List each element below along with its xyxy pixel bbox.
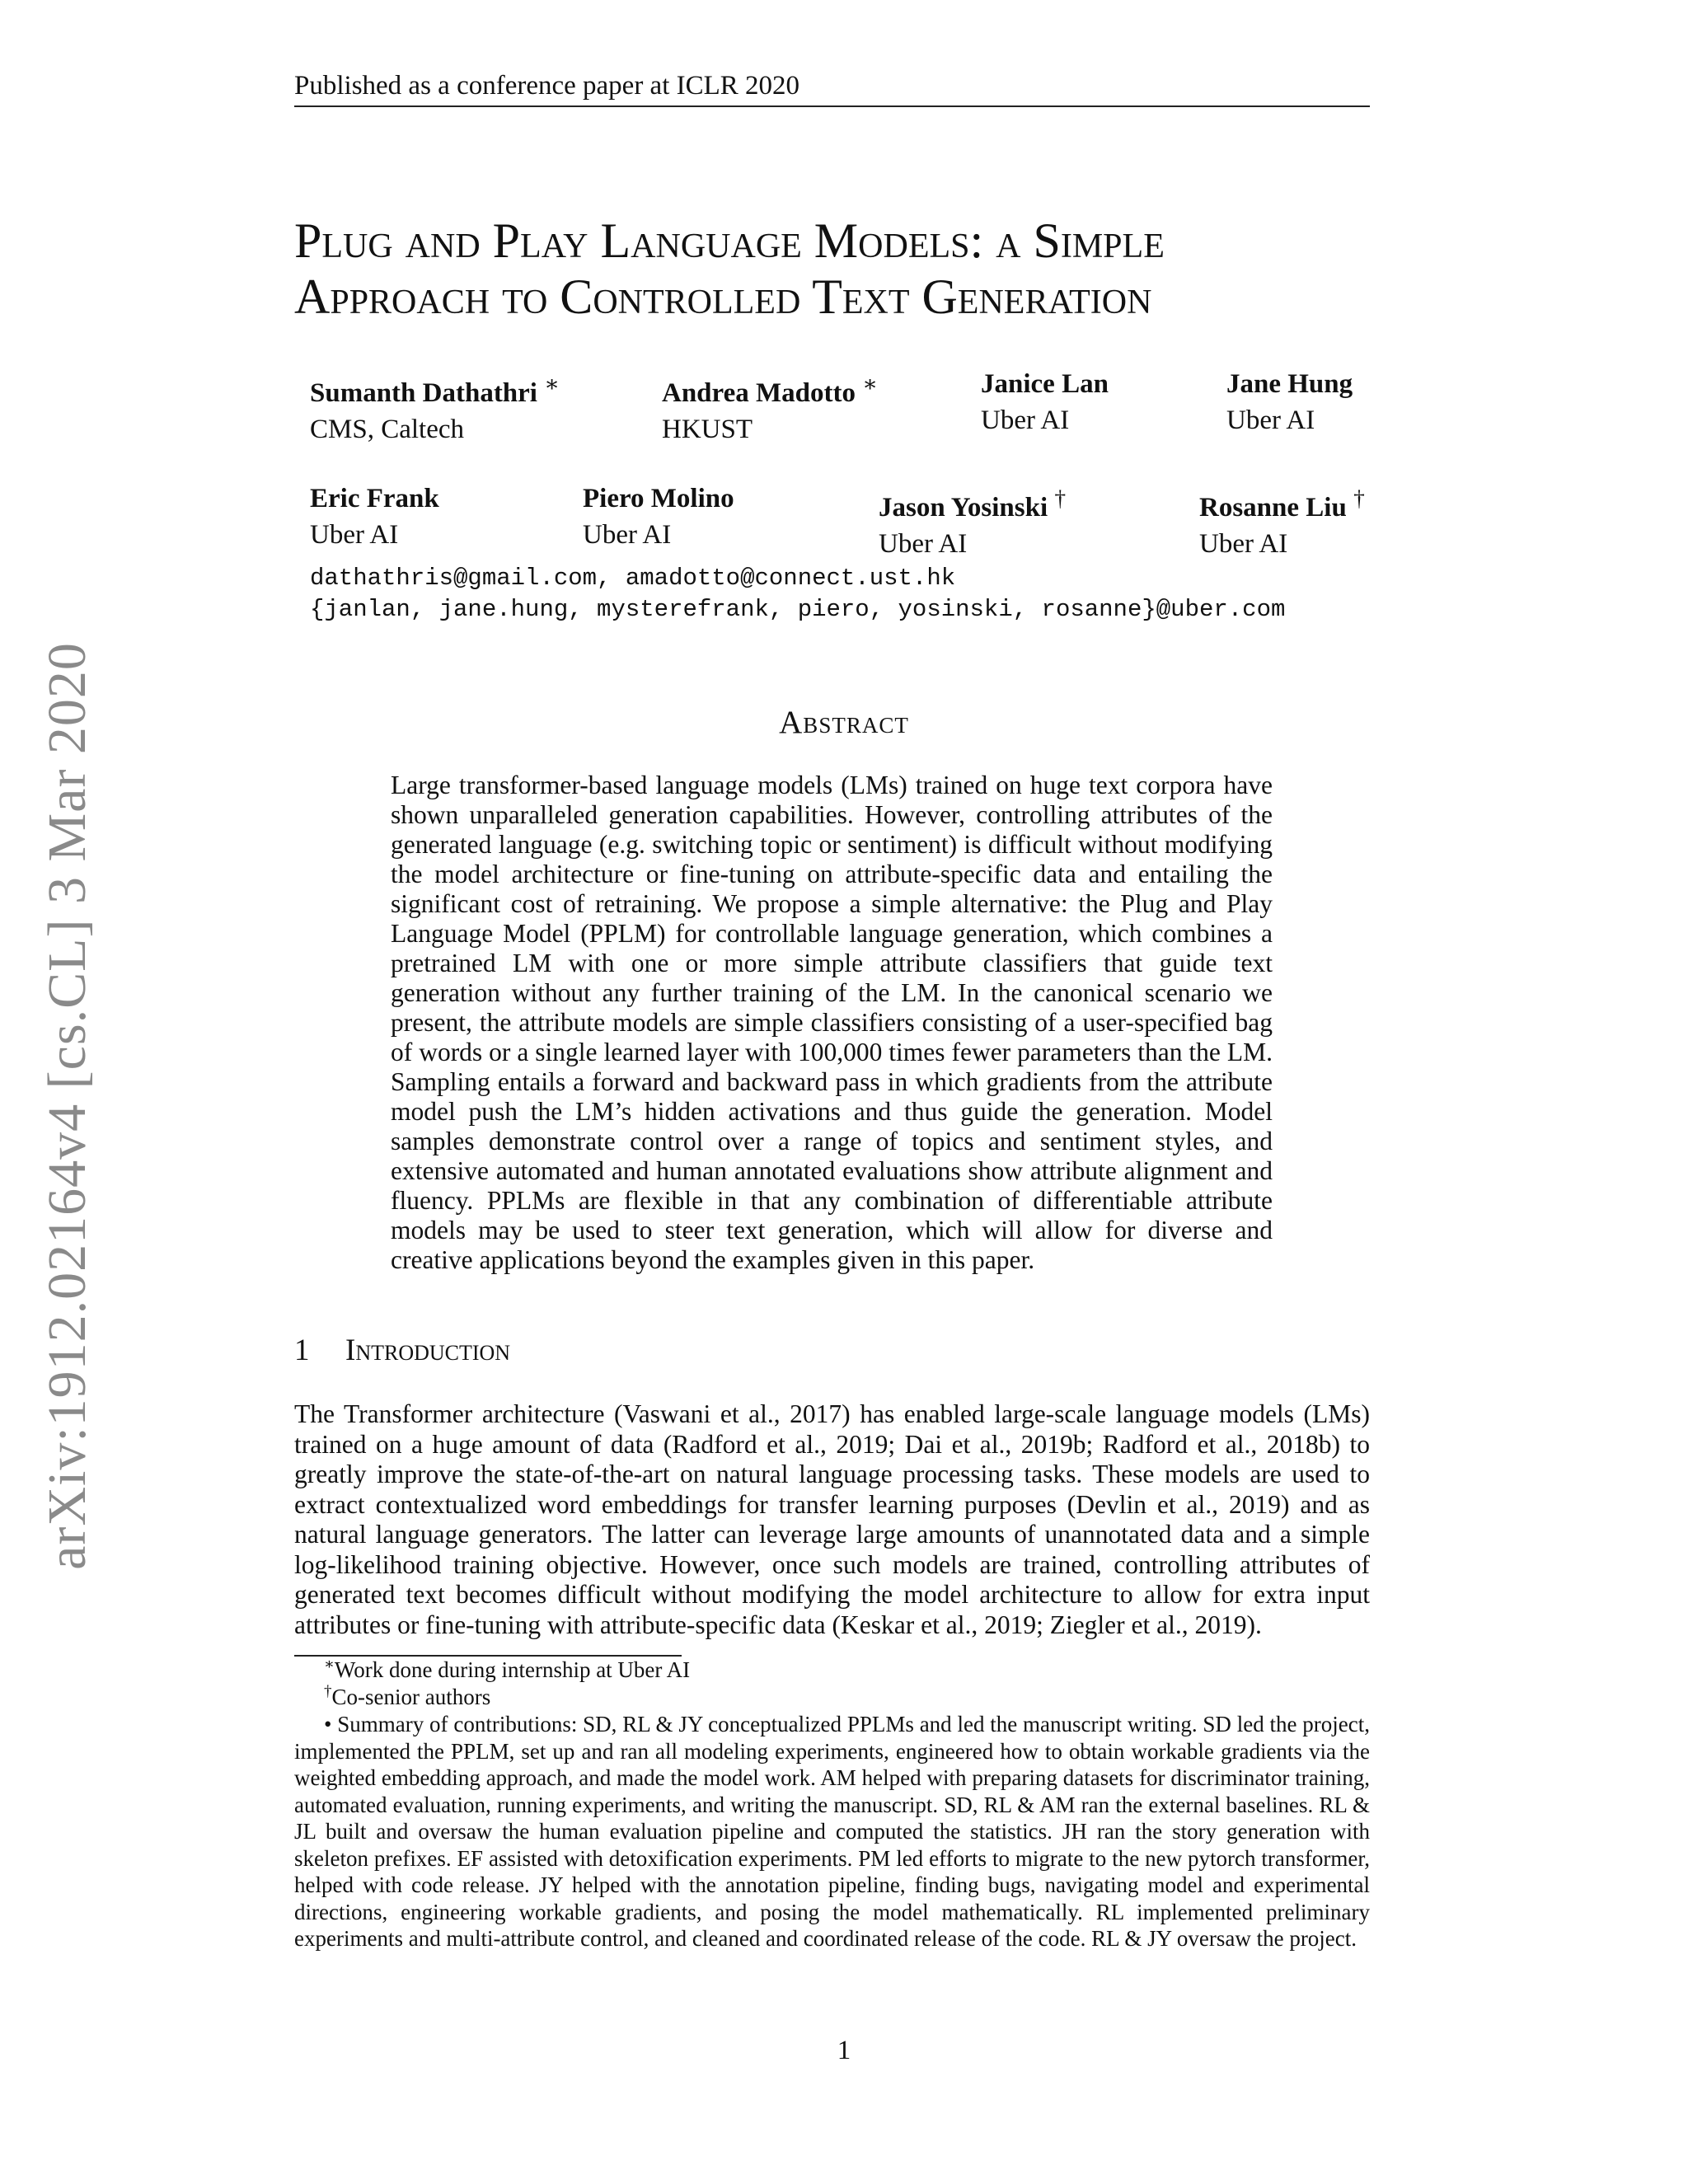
author-block — [310, 366, 560, 448]
author-mark: ∗ — [862, 371, 878, 396]
abstract-text: Large transformer-based language models (LMs) trained on huge text corpora have shown unparalleled generation capabilities. However, controlling attributes of the generated language (e.g. switching topic or sentiment) is difficult without modifying the model architecture or fine-tuning on attribute-specific data and entailing the significant cost of retraining. We propose a simple alternative: the Plug and Play Language Model (PPLM) for controllable language generation, which combines a pretrained LM with one or more simple attribute classifiers that guide text generation without any further training of the LM. In the canonical scenario we present, the attribute models are simple classifiers consisting of a user-specified bag of words or a single learned layer with 100,000 times fewer parameters than the LM. Sampling entails a forward and backward pass in which gradients from the attribute model push the LM’s hidden activations and thus guide the generation. Model samples demonstrate control over a range of topics and sentiment styles, and extensive automated and human annotated evaluations show attribute alignment and fluency. PPLMs are flexible in that any combination of differentiable attribute models may be used to steer text generation, which will allow for diverse and creative applications beyond the examples given in this paper. — [391, 771, 1273, 1274]
author-block — [1226, 366, 1353, 438]
author-mark: † — [1054, 485, 1067, 511]
author-mark: ∗ — [544, 371, 560, 396]
author-mark: † — [1353, 485, 1365, 511]
author-name: Janice Lan — [981, 369, 1109, 399]
author-block — [1199, 480, 1365, 562]
author-name: Piero Molino — [583, 484, 734, 513]
paper-title — [294, 213, 1448, 325]
footnote-text: Co-senior authors — [331, 1685, 491, 1709]
author-block — [879, 480, 1066, 562]
author-affiliation: CMS, Caltech — [310, 415, 464, 444]
footnote-mark: † — [324, 1683, 332, 1700]
page-number: 1 — [837, 2036, 851, 2065]
author-affiliation: Uber AI — [879, 529, 968, 559]
email-line: dathathris@gmail.com, amadotto@connect.ust.hk — [310, 565, 956, 592]
author-affiliation: Uber AI — [1199, 529, 1288, 559]
author-name: Sumanth Dathathri — [310, 378, 537, 408]
section-title: Introduction — [345, 1333, 511, 1367]
running-head: Published as a conference paper at ICLR 2020 — [294, 71, 800, 101]
section-heading — [294, 1333, 510, 1368]
author-affiliation: Uber AI — [981, 405, 1070, 435]
introduction-text: The Transformer architecture (Vaswani et al., 2017) has enabled large-scale language models (LMs) trained on a huge amount of data (Radford et al., 2019; Dai et al., 2019b; Radford et al., 2018b) to greatly improve the state-of-the-art on natural language processing tasks. These models are used to extract contextualized word embeddings for transfer learning purposes (Devlin et al., 2019) and as natural language generators. The latter can leverage large amounts of unannotated data and a simple log-likelihood training objective. However, once such models are trained, controlling attributes of generated text becomes difficult without modifying the model architecture to allow for extra input attributes or fine-tuning with attribute-specific data (Keskar et al., 2019; Ziegler et al., 2019). — [294, 1399, 1370, 1639]
footnote-text: Work done during internship at Uber AI — [334, 1657, 691, 1682]
author-block — [981, 366, 1109, 438]
author-block — [310, 480, 439, 553]
title-line-2: Approach to Controlled Text Generation — [294, 269, 1152, 324]
header-rule — [294, 105, 1370, 107]
footnote-mark: ∗ — [324, 1656, 335, 1673]
author-name: Jane Hung — [1226, 369, 1353, 399]
section-number: 1 — [294, 1333, 310, 1367]
author-block — [583, 480, 734, 553]
footnote — [294, 1684, 1370, 1711]
author-affiliation: HKUST — [662, 415, 753, 444]
author-affiliation: Uber AI — [1226, 405, 1315, 435]
footnotes — [294, 1657, 1370, 1952]
author-emails — [310, 563, 1285, 626]
contributions-footnote: • Summary of contributions: SD, RL & JY conceptualized PPLMs and led the manuscript writing. SD led the project, implemented the PPLM, set up and ran all modeling experiments, engineered how to obtain workable gradients via the weighted embedding approach, and made the model work. AM helped with preparing datasets for discriminator training, automated evaluation, running experiments, and writing the manuscript. SD, RL & AM ran the external baselines. RL & JL built and oversaw the human evaluation pipeline and computed the statistics. JH ran the story generation with skeleton prefixes. EF assisted with detoxification experiments. PM led efforts to migrate to the new pytorch transformer, helped with code release. JY helped with the annotation pipeline, finding bugs, navigating model and experimental directions, engineering workable gradients, and posing the model mathematically. RL implemented preliminary experiments and multi-attribute control, and cleaned and coordinated release of the code. RL & JY oversaw the project. — [294, 1712, 1370, 1951]
author-name: Eric Frank — [310, 484, 439, 513]
title-line-1: Plug and Play Language Models: a Simple — [294, 213, 1165, 268]
author-affiliation: Uber AI — [583, 520, 672, 550]
arxiv-stamp: arXiv:1912.02164v4 [cs.CL] 3 Mar 2020 — [37, 642, 97, 1570]
author-affiliation: Uber AI — [310, 520, 399, 550]
email-line: {janlan, jane.hung, mysterefrank, piero, yosinski, rosanne}@uber.com — [310, 596, 1286, 623]
abstract-heading: Abstract — [779, 705, 909, 740]
footnote — [294, 1657, 1370, 1684]
author-name: Rosanne Liu — [1199, 493, 1347, 523]
author-name: Andrea Madotto — [662, 378, 856, 408]
author-name: Jason Yosinski — [879, 493, 1048, 523]
author-block — [662, 366, 878, 448]
